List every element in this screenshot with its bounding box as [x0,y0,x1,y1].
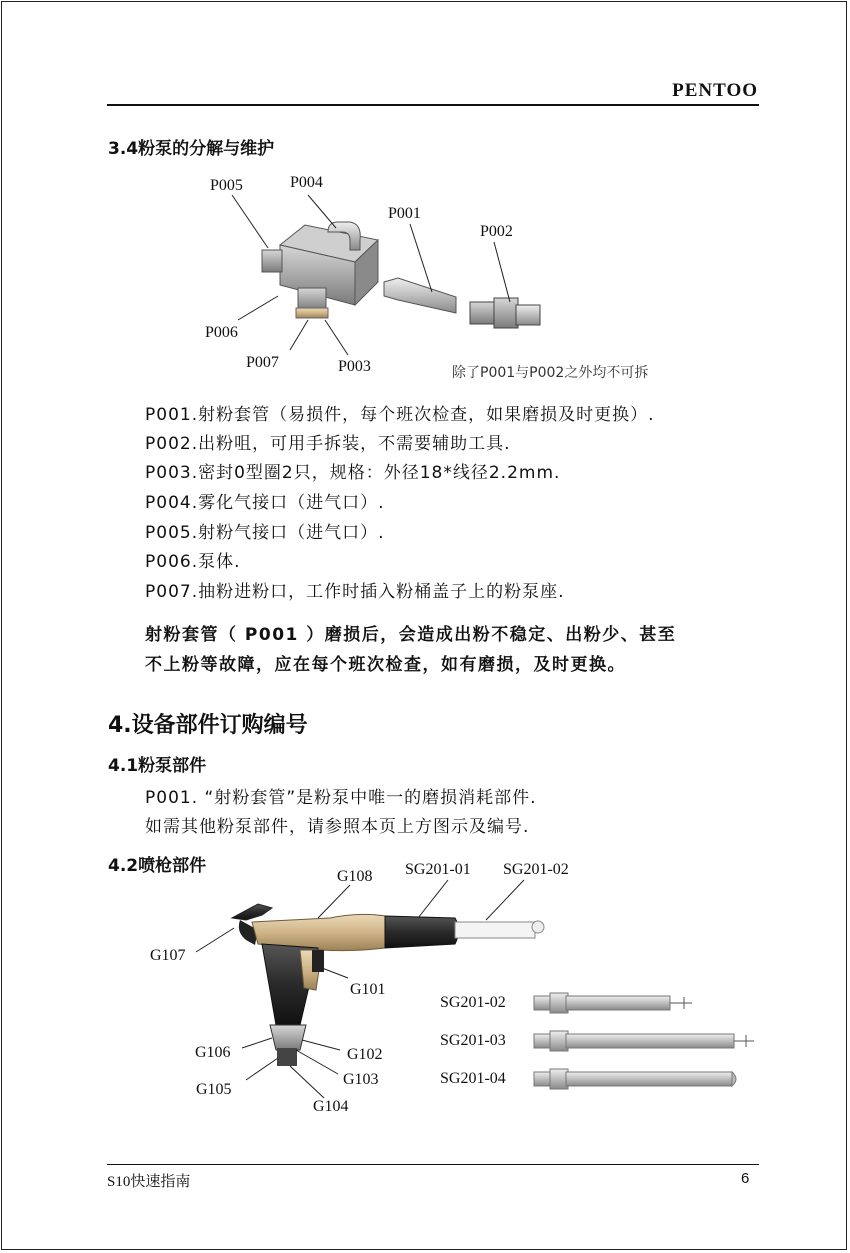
section-4-1-line-1: P001. “射粉套管”是粉泵中唯一的磨损消耗部件. [145,788,537,808]
item-p007: P007.抽粉进粉口，工作时插入粉桶盖子上的粉泵座. [145,582,565,602]
section-3-4-title: 3.4粉泵的分解与维护 [108,139,275,159]
label-p002: P002 [480,223,513,240]
footer-title: S10快速指南 [107,1174,191,1190]
label-g101: G101 [350,981,386,998]
label-g107: G107 [150,947,186,964]
extension-sg201-04 [534,1069,736,1089]
brand-logo: PENTOO [672,80,758,101]
label-p003: P003 [338,358,371,375]
extension-sg201-03 [534,1031,754,1051]
item-p001: P001.射粉套管（易损件，每个班次检查，如果磨损及时更换）. [145,405,655,425]
extension-sg201-02 [534,993,692,1013]
nozzle-p002 [470,298,540,328]
label-g105: G105 [196,1081,232,1098]
disassembly-note: 除了P001与P002之外均不可拆 [452,365,649,381]
label-p006: P006 [205,324,238,341]
item-p003: P003.密封0型圈2只，规格：外径18*线径2.2mm. [145,463,561,483]
label-p005: P005 [210,177,243,194]
label-side-sg201-03: SG201-03 [440,1032,506,1049]
label-p007: P007 [246,354,279,371]
warning-line-2: 不上粉等故障，应在每个班次检查，如有磨损，及时更换。 [145,655,626,675]
section-4-1-title: 4.1粉泵部件 [108,756,207,776]
section-4-title: 4.设备部件订购编号 [108,713,308,738]
pump-body [262,222,378,318]
item-p005: P005.射粉气接口（进气口）. [145,523,385,543]
sleeve-p001 [384,278,456,313]
label-g104: G104 [313,1098,349,1115]
section-4-2-title: 4.2喷枪部件 [108,856,207,876]
label-g102: G102 [347,1046,383,1063]
label-p001: P001 [388,205,421,222]
label-side-sg201-04: SG201-04 [440,1070,506,1087]
item-p006: P006.泵体. [145,552,241,572]
page-number: 6 [741,1170,750,1187]
label-g106: G106 [195,1044,231,1061]
label-g103: G103 [343,1071,379,1088]
label-p004: P004 [290,174,323,191]
item-p002: P002.出粉咀，可用手拆装，不需要辅助工具. [145,434,511,454]
item-p004: P004.雾化气接口（进气口）. [145,493,385,513]
footer-rule [107,1164,759,1165]
label-side-sg201-02: SG201-02 [440,994,506,1011]
warning-line-1: 射粉套管（ P001 ）磨损后，会造成出粉不稳定、出粉少、甚至 [145,625,677,645]
label-sg201-01: SG201-01 [405,861,471,878]
section-4-1-line-2: 如需其他粉泵部件，请参照本页上方图示及编号. [145,817,530,837]
label-g108: G108 [337,868,373,885]
label-sg201-02: SG201-02 [503,861,569,878]
